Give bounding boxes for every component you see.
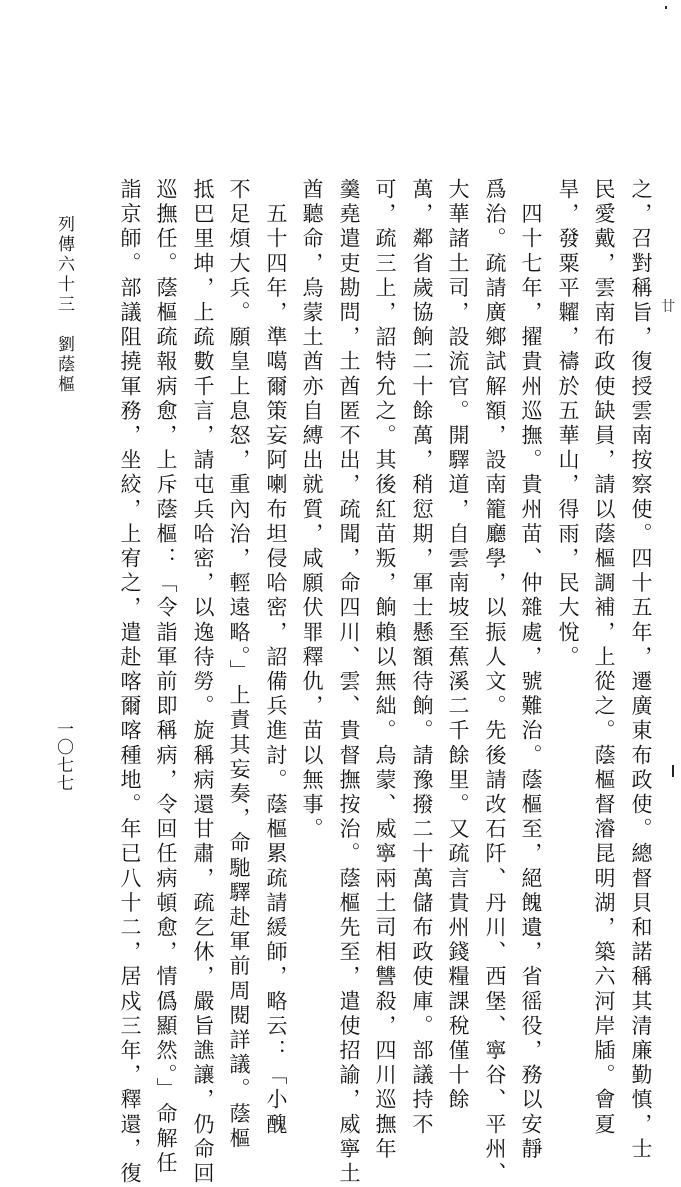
corner-mark	[665, 6, 667, 9]
text-column-15: 詣京師。部議阻撓軍務，坐絞，上宥之，遣赴喀爾喀種地。年已八十二，居戍三年，釋還，復	[118, 178, 142, 1187]
text-column-4: 四十七年，擢貴州巡撫。貴州苗、仲雜處，號難治。蔭樞至，絕餽遺，省徭役，務以安靜	[519, 178, 543, 1162]
gutter-mark	[672, 765, 674, 777]
running-title: 列傳六十三 劉蔭樞	[54, 215, 74, 395]
text-column-9: 羹堯遣吏勘問，土酋匿不出，疏聞，命四川、雲、貴督撫按治。蔭樞先至，遣使招諭，威寧土	[337, 178, 361, 1187]
text-column-2: 民愛戴，雲南布政使缺員，請以蔭樞調補，上從之。蔭樞督濬昆明湖，築六河岸牐。會夏	[592, 178, 616, 1138]
text-column-14: 巡撫任。蔭樞疏報病愈，上斥蔭樞：「令詣軍前即稱病，令回任病頓愈，情僞顯然。」命解任	[154, 178, 178, 1177]
text-column-7: 萬，鄰省歲協餉二十餘萬，稍愆期，軍士懸額待餉。請豫撥二十萬儲布政使庫。部議持不	[410, 178, 434, 1138]
text-column-3: 旱，發粟平糶，禱於五華山，得雨，民大悅。	[556, 178, 580, 670]
text-column-6: 大華諸土司，設流官。開驛道，自雲南坡至蕉溪二千餘里。又疏言貴州錢糧課稅僅十餘	[446, 178, 470, 1113]
text-column-10: 酋聽命，烏蒙土酋亦自縛出就質，咸願伏罪釋仇，苗以無事。	[300, 178, 324, 843]
page-number: 一〇七七	[53, 720, 73, 792]
text-column-1: 之，召對稱旨，復授雲南按察使。四十五年，遷廣東布政使。總督貝和諾稱其清廉勤慎，士	[629, 178, 653, 1162]
text-column-13: 抵巴里坤，上疏數千言，請屯兵哈密，以逸待勞。旋稱病還甘肅，疏乞休，嚴旨譙讓，仍命回	[191, 178, 215, 1187]
text-column-11: 五十四年，準噶爾策妄阿喇布坦侵哈密，詔備兵進討。蔭樞累疏請緩師，略云：「小醜	[264, 178, 288, 1138]
margin-note: 廿	[661, 299, 675, 315]
text-column-8: 可，疏三上，詔特允之。其後紅苗叛，餉賴以無絀。烏蒙、威寧兩土司相讐殺，四川巡撫年	[373, 178, 397, 1162]
text-column-5: 爲治。疏請廣鄉試解額，設南籠廳學，以振人文。先後請改石阡、丹川、西堡、寧谷、平州、	[483, 178, 507, 1187]
text-column-12: 不足煩大兵。願皇上息怒，重內治，輕遠略。」上責其妄奏，命馳驛赴軍前周閱詳議。蔭樞	[227, 178, 251, 1152]
